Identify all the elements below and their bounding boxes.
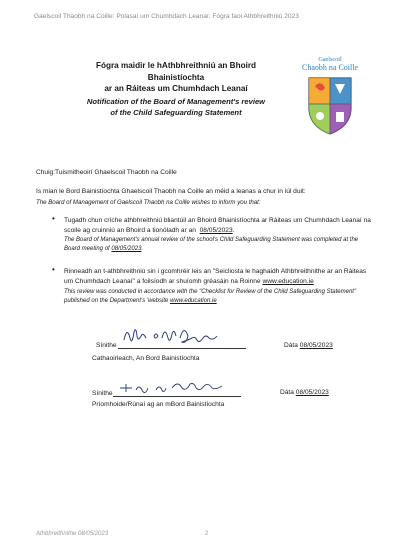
intro-english: The Board of Management of Gaelscoil Thaobh na Coille wishes to inform you that: [36,199,261,206]
signature-2-label: Sínithe [92,390,113,397]
logo-shield-icon [305,74,355,136]
bullet-1-irish-date: 08/05/2023 [199,226,233,234]
signature-1-line [118,348,246,349]
bullet-1-irish: Tugadh chun críche athbhreithniú bliantúil an Bhoird Bhainistíochta ar Ráiteas um Chumhdach Leanaí na scoile ag cruinniú an Bhoird a tionóladh ar an 08/05/2023. [64,217,371,234]
bullet-2-irish-text: Rinneadh an t-athbhreithniú sin i gcomhréir leis an "Seicliosta le haghaidh Athbhreithnithe ar an Ráiteas um Chumhdach Leanaí" a foilsíodh ar shuíomh gréasáin na Roinne [64,268,367,285]
subtitle-line-2: of the Child Safeguarding Statement [110,108,242,117]
bullet-1-english-text: The Board of Management's annual review of the school's Child Safeguarding Statement was completed at the Board meeting of [64,237,359,252]
logo-name-line-1: Gaelscoil [318,56,342,63]
signature-1-date-value: 08/05/2023 [299,342,333,349]
bullet-2-icon: • [52,265,55,274]
document-subtitle [68,96,284,118]
bullet-1-irish-text: Tugadh chun críche athbhreithniú bliantúil an Bhoird Bhainistíochta ar Ráiteas um Chumhdach Leanaí na scoile ag cruinniú an Bhoird a tionóladh ar an [64,217,371,234]
signature-1-date [284,342,333,349]
subtitle-line-1: Notification of the Board of Management's review [86,97,266,106]
signature-1-label: Sínithe [96,342,117,349]
bullet-1-english: The Board of Management's annual review of the school's Child Safeguarding Statement was completed at the Board meeting of 08/05/2023. [64,237,359,252]
bullet-2-english-text-2: published on the Department's 'website [64,297,169,304]
header-note: Gaelscoil Thaobh na Coille: Polasaí um Chumhdach Leanaí: Fógra faoi Athbhreithniú 2023 [34,13,299,20]
signature-1-date-label: Dáta [284,342,298,349]
bullet-2-irish-link[interactable]: www.education.ie [262,277,314,285]
signature-1-role: Cathaoirleach, An Bord Bainistíochta [92,355,200,362]
title-line-1: Fógra maidir le hAthbhreithniú an Bhoird Bhainistíochta [95,61,257,82]
bullet-2-english-link[interactable]: www.education.ie [170,297,217,304]
bullet-2-irish [64,267,374,286]
principal-signature-icon [116,378,236,398]
school-logo [292,52,368,140]
signature-2-date-label: Dáta [280,389,294,396]
bullet-1-english-date: 08/05/2023 [111,245,142,252]
logo-name-line-2: Chaobh na Coille [302,63,358,72]
signature-2-role: Príomhoide/Rúnaí ag an mBord Bainistíochta [92,401,225,408]
bullet-2-english [64,288,374,305]
bullet-1-icon: • [52,214,55,223]
chairperson-signature-icon [120,322,230,348]
signature-2-line [113,396,241,397]
signature-2-date-value: 08/05/2023 [295,389,329,396]
page-number: 2 [205,531,209,537]
intro-irish: Is mian le Bord Bainistíochta Ghaelscoil Thaobh na Coille an méid a leanas a chur in iúl duit: [36,188,306,195]
document-title [68,60,284,95]
title-line-2: ar an Ráiteas um Chumhdach Leanaí [104,84,248,93]
signature-2-date [280,389,329,396]
bullet-2-english-text-1: This review was conducted in accordance with the "Checklist for Review of the Child Safeguarding Statement" [64,289,357,295]
greeting: Chuig:Tuismitheoirí Ghaelscoil Thaobh na Coille [36,169,177,176]
footer-revision-note: Athbhreithnithe 08/05/2023 [36,531,109,537]
